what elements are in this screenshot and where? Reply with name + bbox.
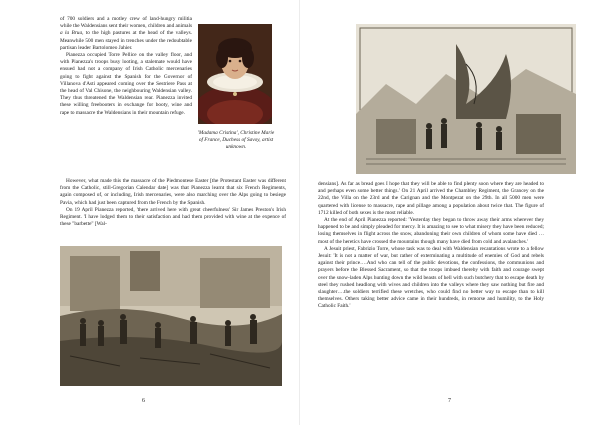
engraving-image [60,246,282,386]
intro-emphasis: a la Brua [60,30,83,37]
portrait-caption: 'Madama Cristina', Christine Marie of France, Duchess of Savoy, artist unknown. [197,130,275,150]
left-paragraph-2: Pianezza occupied Torre Pellice on the valley floor, and with Pianezza's troops busy looting, a stalemate would have ensued had not a company of Irish Catholic mercenaries going to fight against the Spanish for the Governor of Villanova d'Asti appeared coming over the Sestriere Pass at the head of Val Chisone, the neighbouring Waldensian valley. They thus threatened the Waldensian rear. Pianezza invited these willing freebooters in exchange for booty, wine and rape to massacre the Waldensians in their mountain refuge. [60,52,192,116]
engraving-image-right [356,24,576,174]
right-text-column [318,181,544,311]
left-paragraph-3: However, what made this the massacre of the Piedmontese Easter [the Protestant Easter was different from the Catholic, still-Gregorian Calendar date] was that Pianezza learnt that six French Regiments, again composed of, or including, Irish mercenaries, were also marching over the Alps going to besiege Pavia, which had just been captured from the French by the Spanish. [60,178,286,206]
left-paragraph-4: On 19 April Pianezza reported, 'there arrived here with great cheerfulness' Sir James Preston's Irish Regiment. 'I have lodged them to their satisfaction and had them provided with wine at the expence of these "barbette" [Wal- [60,206,286,228]
left-paragraph-1: of 700 soldiers and a motley crew of land-hungry militia while the Waldensians sent their women, children and animals a la Brua, to the high pastures at the head of the valleys. Meanwhile 500 men stayed in trenches under the redoubtable partisan leader Bartolomeo Jahier. [60,16,193,51]
left-wide-column [60,178,286,228]
page-number-left: 6 [142,398,145,404]
right-paragraph-1: densians]. As far as bread goes I hope that they will be able to find plenty soon where they are headed to and perhaps even some better things.' On 21 April arrived the Chambley Regiment, the Grancey on the 22nd, the Villa on the 23rd and the Carignan and the Montpezat on the 29th. In all 5000 men were quartered with license to massacre, rape and pillage among a population about twice that. The figure of 1712 killed of both sexes is the most reliable. [318,181,544,216]
portrait-madama-cristina [198,24,272,124]
right-paragraph-3: A Jesuit priest, Fabrizio Torre, whose task was to deal with Waldensian recantations wrote to a fellow Jesuit: 'It is not a matter of war, but rather of exterminating a multitude of enemies of God and rebels against their prince….And who can tell of the public devotions, the confessions, the communions and prayers before the Blessed Sacrament, so that the troops imbued thereby with faith and courage swept over the snow-laden Alps hunting down the wild beasts of hell with such butchery that to escape death by steel they rushed headlong with wives and children into the valleys where they saw nothing but fire and slaughter….the soldiers terrified these wretches, who could find no better way to escape than to kill themselves. Others taking better advice came in their hundreds, in remorse and humility, to the Holy Catholic Faith.' [318,245,544,310]
right-page [300,0,600,425]
right-paragraph-2: At the end of April Pianezza reported: 'Yesterday they began to throw away their arms wherever they happened to be and simply pleaded for mercy. It is amazing to see to what misery they have been reduced; losing themselves in flight across the snow, abandoning their own children of whom some have died … most of the heretics have crossed the mountains though many have died from cold and avalanches.' [318,217,544,245]
engraving-burning-scene [356,24,576,174]
page-number-right: 7 [448,398,451,404]
left-narrow-column [60,16,192,117]
portrait-image [198,24,272,124]
engraving-massacre-scene [60,246,282,386]
